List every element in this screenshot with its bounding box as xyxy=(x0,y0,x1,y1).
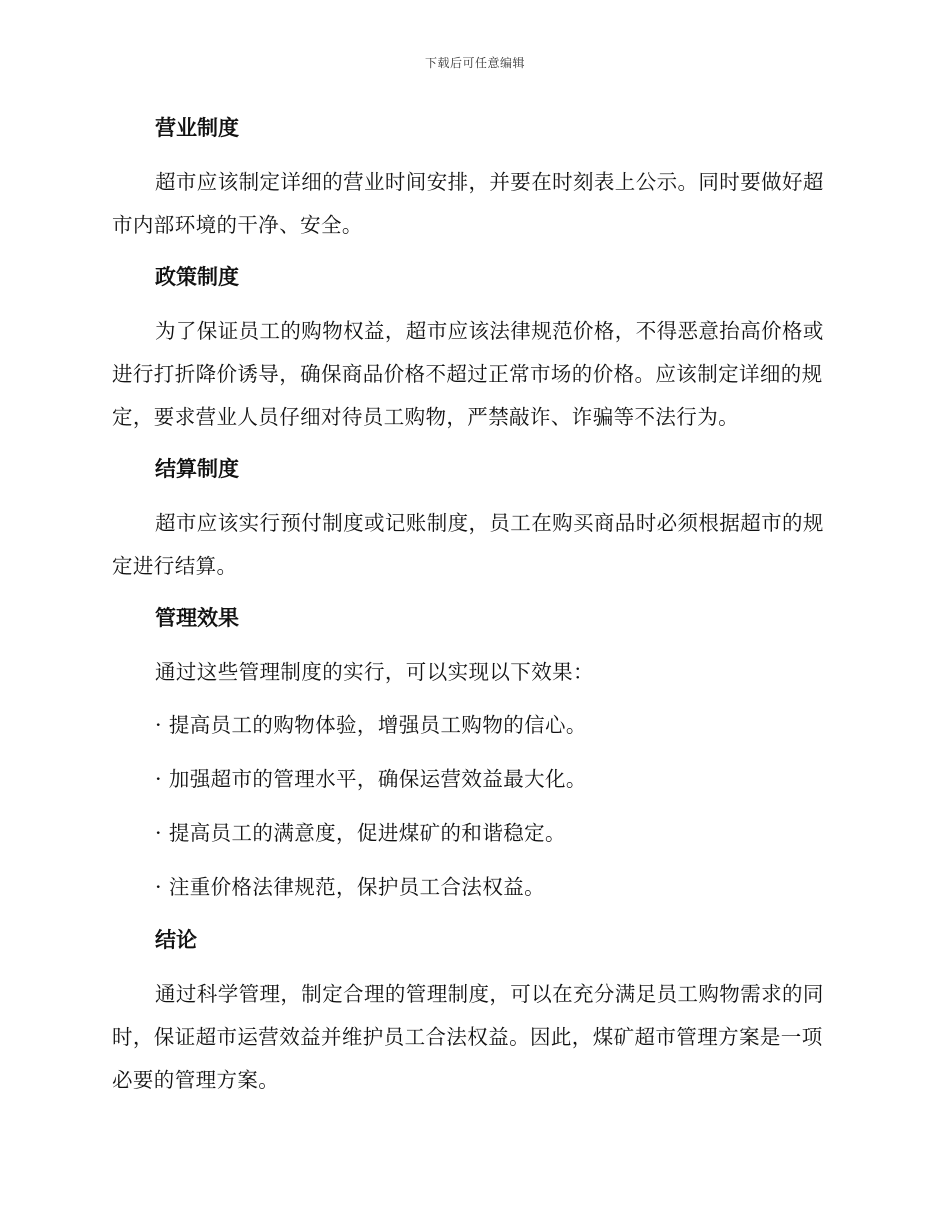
bullet-item: · 提高员工的购物体验，增强员工购物的信心。 xyxy=(155,713,587,737)
bullet-item: · 注重价格法律规范，保护员工合法权益。 xyxy=(155,875,546,899)
bullet-item: · 加强超市的管理水平，确保运营效益最大化。 xyxy=(155,767,587,791)
section-paragraph-conclusion: 通过科学管理，制定合理的管理制度，可以在充分满足员工购物需求的同时，保证超市运营效益并维护员工合法权益。因此，煤矿超市管理方案是一项必要的管理方案。 xyxy=(112,982,824,1092)
section-heading-settlement: 结算制度 xyxy=(155,457,239,481)
page-header-note: 下载后可任意编辑 xyxy=(424,56,525,70)
section-paragraph-effects: 通过这些管理制度的实行，可以实现以下效果： xyxy=(155,660,594,684)
section-paragraph-settlement: 超市应该实行预付制度或记账制度，员工在购买商品时必须根据超市的规定进行结算。 xyxy=(112,511,824,578)
section-heading-conclusion: 结论 xyxy=(155,928,197,952)
document-body xyxy=(112,108,832,1112)
section-paragraph-business: 超市应该制定详细的营业时间安排，并要在时刻表上公示。同时要做好超市内部环境的干净、安全。 xyxy=(112,170,824,237)
section-heading-effects: 管理效果 xyxy=(155,606,239,630)
bullet-item: · 提高员工的满意度，促进煤矿的和谐稳定。 xyxy=(155,821,566,845)
section-heading-policy: 政策制度 xyxy=(155,265,239,289)
section-paragraph-policy: 为了保证员工的购物权益，超市应该法律规范价格，不得恶意抬高价格或进行打折降价诱导，确保商品价格不超过正常市场的价格。应该制定详细的规定，要求营业人员仔细对待员工购物，严禁敲诈、诈骗等不法行为。 xyxy=(112,319,824,429)
section-heading-business: 营业制度 xyxy=(155,116,239,140)
